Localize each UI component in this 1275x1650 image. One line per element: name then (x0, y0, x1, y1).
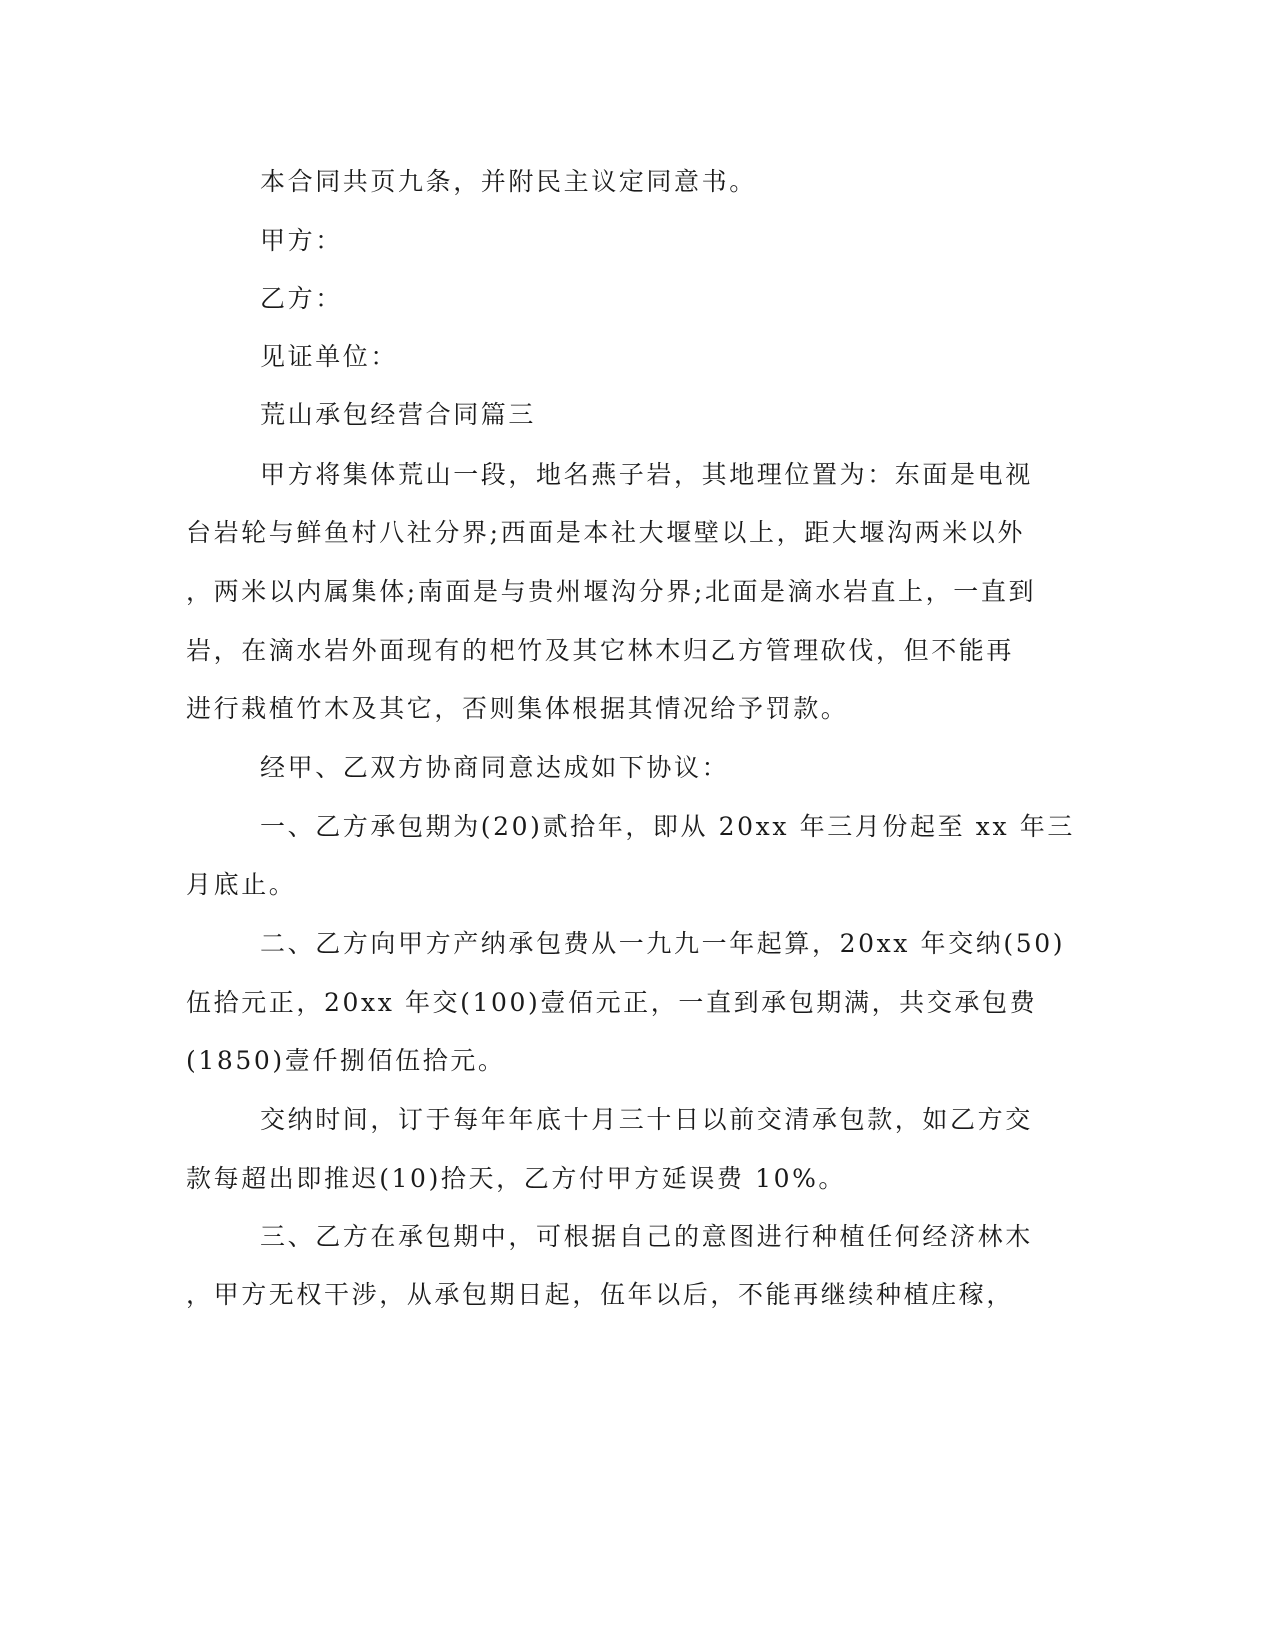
clause-line: 伍拾元正，20xx 年交(100)壹佰元正，一直到承包期满，共交承包费 (186, 988, 1038, 1017)
paragraph-line: 台岩轮与鲜鱼村八社分界;西面是本社大堰壁以上，距大堰沟两米以外 (186, 518, 1026, 547)
clause-line: 月底止。 (186, 870, 297, 899)
clause-line: (1850)壹仟捌佰伍拾元。 (186, 1046, 506, 1075)
witness-label: 见证单位： (260, 342, 399, 371)
party-b-label: 乙方： (260, 284, 343, 313)
paragraph-line: 甲方将集体荒山一段，地名燕子岩，其地理位置为：东面是电视 (260, 460, 1033, 489)
section-heading: 荒山承包经营合同篇三 (260, 400, 537, 429)
party-a-label: 甲方： (260, 226, 343, 255)
paragraph-line: 本合同共页九条，并附民主议定同意书。 (260, 167, 757, 196)
clause-line: 一、乙方承包期为(20)贰拾年，即从 20xx 年三月份起至 xx 年三 (260, 812, 1075, 841)
clause-line: 三、乙方在承包期中，可根据自己的意图进行种植任何经济林木 (260, 1222, 1033, 1251)
paragraph-line: ，两米以内属集体;南面是与贵州堰沟分界;北面是滴水岩直上，一直到 (186, 577, 1037, 606)
clause-line: ，甲方无权干涉，从承包期日起，伍年以后，不能再继续种植庄稼， (186, 1280, 1015, 1309)
clause-line: 二、乙方向甲方产纳承包费从一九九一年起算，20xx 年交纳(50) (260, 929, 1066, 958)
paragraph-line: 经甲、乙双方协商同意达成如下协议： (260, 753, 730, 782)
paragraph-line: 进行栽植竹木及其它，否则集体根据其情况给予罚款。 (186, 694, 849, 723)
paragraph-line: 交纳时间，订于每年年底十月三十日以前交清承包款，如乙方交 (260, 1105, 1033, 1134)
paragraph-line: 岩，在滴水岩外面现有的杷竹及其它林木归乙方管理砍伐，但不能再 (186, 636, 1015, 665)
paragraph-line: 款每超出即推迟(10)拾天，乙方付甲方延误费 10%。 (186, 1164, 847, 1193)
